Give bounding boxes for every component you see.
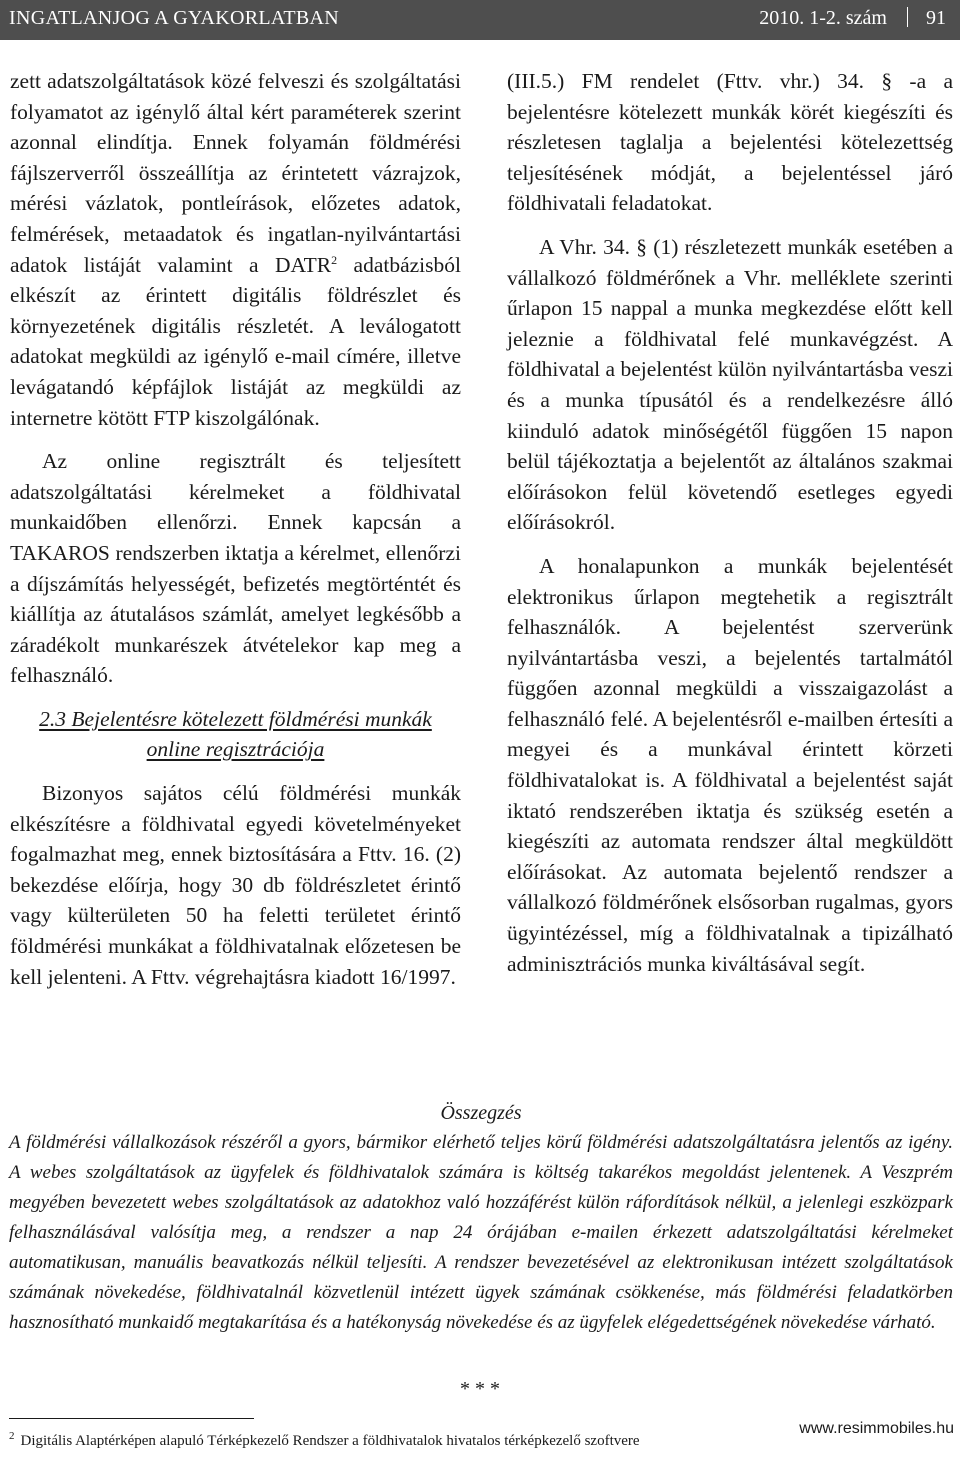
issue-info [759, 7, 946, 30]
right-column [507, 66, 953, 979]
footnote-text: Digitális Alaptérképen alapuló Térképkezelő Rendszer a földhivatalok hivatalos térképkezelő szoftvere [20, 1433, 640, 1449]
footnote-ref: 2 [331, 252, 338, 267]
left-paragraph-1-part-a: zett adatszolgáltatások közé felveszi és szolgáltatási folyamatot az igénylő által kért paraméterek szerint azonnal elindítja. Ennek folyamán földmérési fájlszerverről összeállítja az érintetett vázrajzok, mérési vázlatok, pontleírások, előzetes adatok, felmérések, metaadatok és ingatlan-nyilvántartási adatok listáját valamint a DATR [10, 69, 461, 277]
website-link[interactable]: www.resimmobiles.hu [799, 1420, 954, 1437]
page-number: 91 [926, 7, 946, 29]
left-paragraph-2: Az online regisztrált és teljesített adatszolgáltatási kérelmeket a földhivatal munkaidőben ellenőrzi. Ennek kapcsán a TAKAROS rendszerben iktatja a kérelmet, ellenőrzi a díjszámítás helyességét, befizetés megtörténtét és kiállítja az átutalásos számlát, amelyet legkésőbb a záradékolt munkarészek átvételekor kap meg a felhasználó. [10, 449, 461, 688]
section-title: INGATLANJOG A GYAKORLATBAN [9, 7, 340, 29]
section-heading-line-2: online regisztrációja [146, 737, 325, 762]
footnote [9, 1430, 809, 1450]
footnote-number: 2 [9, 1430, 15, 1442]
header-divider [907, 7, 908, 27]
right-paragraph-1: (III.5.) FM rendelet (Fttv. vhr.) 34. § -a a bejelentésre kötelezett munkák körét kiegészíti és részletesen taglalja a bejelentési kötelezettség teljesítésének módját, a bejelentéssel járó földhivatali feladatokat. [507, 69, 953, 216]
summary-title: Összegzés [440, 1102, 522, 1124]
right-paragraph-2: A Vhr. 34. § (1) részletezett munkák esetében a vállalkozó földmérőnek a Vhr. melléklete szerinti űrlapon 15 nappal a munka megkezdése előtt kell jeleznie a földhivatal felé munkavégzést. A földhivatal a bejelentést külön nyilvántartásba veszi és a munka típusától és a rendelkezésre álló kiinduló adatok minőségétől függően 15 napon belül tájékoztatja a bejelentőt az általános szakmai előírásokon felül követendő esetleges egyedi előírásokról. [507, 234, 953, 535]
summary-section [9, 1098, 953, 1338]
left-paragraph-1-part-b: adatbázisból elkészít az érintett digitális földrészlet és környezetének digitális részletét. A leválogatott adatokat megküldi az igénylő e-mail címére, illetve levágatandó képfájlok listáját az megküldi az internetre kötött FTP kiszolgálónak. [10, 252, 461, 430]
section-heading-line-1: 2.3 Bejelentésre kötelezett földmérési munkák [39, 706, 432, 731]
summary-text: A földmérési vállalkozások részéről a gyors, bármikor elérhető teljes körű földmérési adatszolgáltatásra jelentős az igény. A webes szolgáltatások az ügyfelek és földhivatalok számára is költség takarékos megoldást jelentenek. A Veszprém megyében bevezetett webes szolgáltatások az adatokhoz való hozzáférést külön ráfordítások nélkül, a jelenlegi eszközpark felhasználásával valósítja meg, a rendszer a nap 24 órájában e-mailen érkezett adatszolgáltatási kérelmeket automatikusan, manuális beavatkozás nélkül teljesíti. A rendszer bevezetésével az elektronikusan intézett szolgáltatások számának növekedése, földhivatalnál közvetlenül intézett ügyek számának csökkenése, más földmérési feladatkörben hasznosítható munkaidő megtakarítása és a hatékonyság növekedése és az ügyfelek elégedettségének növekedése várható. [9, 1132, 953, 1333]
left-paragraph-1 [10, 66, 461, 433]
footnote-divider [9, 1418, 254, 1419]
page-header [0, 0, 960, 40]
section-separator: * * * [460, 1378, 500, 1400]
left-column [10, 66, 461, 992]
right-paragraph-3: A honalapunkon a munkák bejelentését elektronikus űrlapon megtehetik a regisztrált felhasználók. A bejelentést szerverünk nyilvántartásba veszi, a bejelentés tartalmától függően azonnal megküldi a visszaigazolást a felhasználó felé. A bejelentésről e-mailben értesíti a megyei és a munkával érintett körzeti földhivatalokat is. A földhivatal a bejelentést saját iktató rendszerében iktatja és szükség esetén a kiegészíti az automata rendszer által megküldött előírásokat. Az automata bejelentő rendszer a vállalkozó földmérőnek elsősorban rugalmas, gyors ügyintézéssel, míg a földhivatalnak a tipizálható adminisztrációs munka kiváltásával segít. [507, 553, 953, 976]
left-paragraph-3: Bizonyos sajátos célú földmérési munkák elkészítésre a földhivatal egyedi követelményeket fogalmazhat meg, ennek biztosítására a Fttv. 16. (2) bekezdése előírja, hogy 30 db földrészletet érintő vagy külterületen 50 ha feletti területet érintő földmérési munkákat a földhivatalnak előzetesen be kell jelenteni. A Fttv. végrehajtásra kiadott 16/1997. [10, 781, 461, 989]
issue-label: 2010. 1-2. szám [759, 7, 887, 29]
